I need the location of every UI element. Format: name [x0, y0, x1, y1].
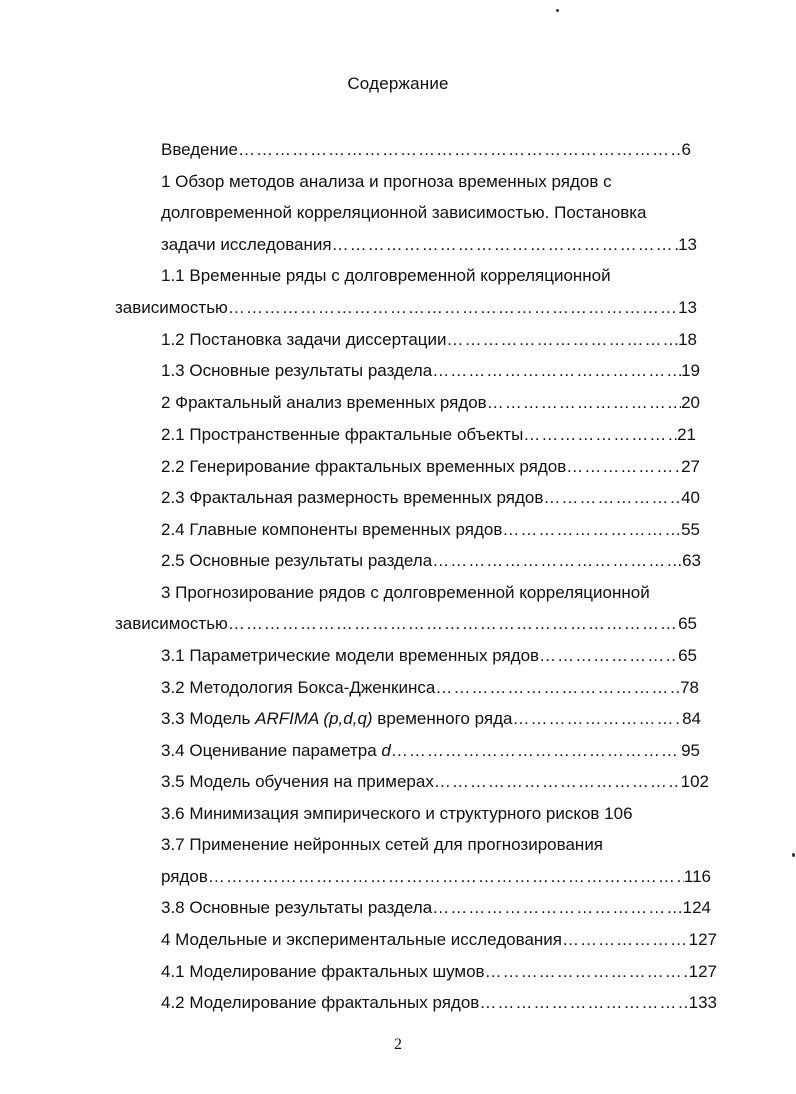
toc-entry: [161, 328, 697, 352]
toc-entry: [161, 739, 700, 763]
toc-entry: [161, 233, 697, 257]
toc-entry: [161, 991, 717, 1015]
toc-label: 2 Фрактальный анализ временных рядов: [161, 393, 487, 412]
toc-leader: [434, 770, 681, 794]
toc-label: 2.4 Главные компоненты временных рядов: [161, 520, 503, 539]
toc-leader: [479, 991, 688, 1015]
toc-label: рядов: [161, 867, 208, 886]
toc-entry-line: долговременной корреляционной зависимостью. Постановка: [161, 203, 647, 222]
toc-leader: [238, 138, 682, 162]
toc-leader: [332, 233, 678, 257]
toc-page: 127: [688, 930, 717, 949]
toc-entry: [115, 296, 697, 320]
toc-label: 1.2 Постановка задачи диссертации: [161, 330, 447, 349]
toc-entry: [161, 359, 700, 383]
page-number: 2: [394, 1036, 402, 1053]
toc-label: 1.3 Основные результаты раздела: [161, 361, 433, 380]
toc-label: 2.5 Основные результаты раздела: [161, 551, 433, 570]
toc-leader: [208, 865, 684, 889]
toc-page: .63: [677, 551, 701, 570]
toc-entry-line: 1 Обзор методов анализа и прогноза временных рядов с: [161, 172, 612, 191]
toc-page: 84: [682, 709, 701, 728]
toc-page: 65: [678, 614, 697, 633]
toc-entry-line: 1.1 Временные ряды с долговременной корреляционной: [161, 266, 611, 285]
toc-page: 27: [681, 457, 700, 476]
toc-page: 40: [681, 488, 700, 507]
toc-label-part: 3.3 Модель: [161, 709, 256, 728]
toc-leader: [566, 455, 681, 479]
toc-page: 20: [681, 393, 700, 412]
toc-entry: [161, 928, 717, 952]
toc-leader: [539, 644, 678, 668]
toc-leader: [391, 739, 681, 763]
toc-page: 19: [681, 361, 700, 380]
toc-page: 95: [681, 741, 700, 760]
toc-entry: [115, 612, 697, 636]
toc-page: 13: [678, 298, 697, 317]
toc-entry: [161, 518, 700, 542]
toc-label: 3.8 Основные результаты раздела: [161, 898, 433, 917]
toc-label: зависимостью: [115, 614, 228, 633]
toc-entry: [161, 960, 717, 984]
toc-page: 102: [680, 772, 709, 791]
toc-entry: [161, 391, 700, 415]
toc-label-part: временного ряда: [372, 709, 513, 728]
toc-leader: [228, 296, 678, 320]
toc-entry: [161, 896, 711, 920]
toc-entry: [161, 644, 697, 668]
toc-page: 55: [681, 520, 700, 539]
toc-leader: [523, 423, 677, 447]
toc-label: зависимостью: [115, 298, 228, 317]
scan-speck: [556, 9, 559, 12]
toc-leader: [432, 359, 681, 383]
toc-entry-line: 3.7 Применение нейронных сетей для прогнозирования: [161, 835, 604, 854]
toc-leader: [432, 549, 677, 573]
toc-entry: [161, 423, 696, 447]
toc-entry: [161, 865, 711, 889]
toc-entry: [161, 770, 709, 794]
toc-label: 2.2 Генерирование фрактальных временных рядов: [161, 457, 567, 476]
toc-label: [161, 739, 391, 763]
toc-leader: [432, 896, 682, 920]
toc-entry: [161, 676, 699, 700]
toc-label: задачи исследования: [161, 235, 332, 254]
toc-page: 21: [677, 425, 696, 444]
toc-label-part: 3.4 Оценивание параметра: [161, 741, 382, 760]
toc-page: 78: [680, 678, 699, 697]
toc-page: 18: [678, 330, 697, 349]
toc-entry: [161, 138, 691, 162]
toc-entry: [161, 707, 701, 731]
toc-label-italic: d: [381, 741, 391, 760]
toc-page: 127: [688, 962, 717, 981]
toc-label: 3.1 Параметрические модели временных рядов: [161, 646, 540, 665]
toc-page: 124: [682, 898, 711, 917]
toc-label: 4.1 Моделирование фрактальных шумов: [161, 962, 485, 981]
toc-leader: [435, 676, 680, 700]
toc-entry: [161, 549, 701, 573]
toc-page: 6: [681, 140, 691, 159]
toc-leader: [562, 928, 689, 952]
toc-leader: [487, 391, 681, 415]
toc-leader: [512, 707, 682, 731]
toc-entry: [161, 486, 700, 510]
toc-leader: [502, 518, 681, 542]
toc-label: 3.2 Методология Бокса-Дженкинса: [161, 678, 436, 697]
toc-page: 133: [688, 993, 717, 1012]
toc-entry: [161, 455, 700, 479]
toc-label: 4.2 Моделирование фрактальных рядов: [161, 993, 480, 1012]
toc-page: 116: [683, 867, 711, 886]
toc-entry: 3.6 Минимизация эмпирического и структурного рисков 106: [161, 804, 633, 823]
toc-label: 3.5 Модель обучения на примерах: [161, 772, 434, 791]
scan-speck: [792, 853, 795, 857]
toc-label: 4 Модельные и экспериментальные исследования: [161, 930, 563, 949]
toc-leader: [447, 328, 679, 352]
toc-page: 13: [678, 235, 697, 254]
toc-leader: [485, 960, 689, 984]
toc-page: 65: [678, 646, 697, 665]
toc-leader: [543, 486, 681, 510]
toc-leader: [228, 612, 678, 636]
toc-entry-line: 3 Прогнозирование рядов с долговременной корреляционной: [161, 583, 650, 602]
toc-label: 2.3 Фрактальная размерность временных рядов: [161, 488, 544, 507]
toc-label: [161, 707, 512, 731]
toc-label-italic: ARFIMA (p,d,q): [255, 709, 373, 728]
toc-label: Введение: [161, 140, 238, 159]
page-title: Содержание: [347, 74, 449, 93]
toc-label: 2.1 Пространственные фрактальные объекты: [161, 425, 524, 444]
